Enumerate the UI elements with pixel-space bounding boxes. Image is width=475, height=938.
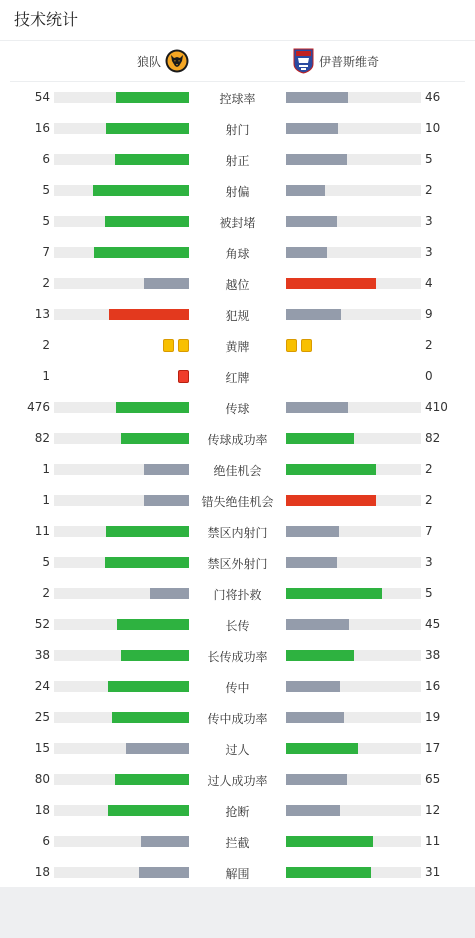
away-value: 3: [425, 214, 433, 228]
stat-label: 射门: [225, 123, 250, 137]
away-bar-fill: [286, 309, 341, 320]
away-value: 5: [425, 152, 433, 166]
home-value: 82: [34, 431, 50, 445]
stat-label: 角球: [225, 247, 250, 261]
stat-row: [0, 733, 475, 764]
teams-header: [0, 41, 475, 81]
away-bar-fill: [286, 743, 358, 754]
home-bar-track: [54, 712, 189, 723]
stat-row: [0, 82, 475, 113]
away-bar-fill: [286, 588, 382, 599]
away-bar-fill: [286, 92, 348, 103]
stat-row: [0, 516, 475, 547]
stat-row: [0, 454, 475, 485]
home-bar-fill: [108, 805, 189, 816]
stat-row: [0, 547, 475, 578]
stat-row: [0, 175, 475, 206]
home-bar-track: [54, 433, 189, 444]
away-value: 45: [425, 617, 441, 631]
stat-label: 传球成功率: [207, 433, 268, 447]
home-value: 16: [34, 121, 50, 135]
away-bar-fill: [286, 836, 373, 847]
stat-row: [0, 795, 475, 826]
home-bar-fill: [121, 433, 189, 444]
home-bar-fill: [144, 495, 189, 506]
home-bar-track: [54, 867, 189, 878]
stat-label: 禁区外射门: [207, 557, 268, 571]
home-value: 52: [34, 617, 50, 631]
away-bar-fill: [286, 526, 339, 537]
away-bar-track: [286, 805, 421, 816]
home-bar-fill: [106, 123, 189, 134]
home-bar-track: [54, 836, 189, 847]
home-value: 5: [42, 555, 50, 569]
away-bar-track: [286, 92, 421, 103]
away-bar-fill: [286, 278, 376, 289]
home-bar-track: [54, 216, 189, 227]
home-value: 5: [42, 183, 50, 197]
wolves-badge-icon: [165, 49, 189, 73]
yellow-card-icon: [178, 339, 189, 352]
stat-label: 传中: [225, 681, 250, 695]
home-bar-fill: [117, 619, 189, 630]
away-bar-track: [286, 123, 421, 134]
away-bar-track: [286, 464, 421, 475]
home-bar-track: [54, 123, 189, 134]
stat-row: [0, 423, 475, 454]
home-bar-track: [54, 495, 189, 506]
away-bar-track: [286, 309, 421, 320]
away-bar-track: [286, 743, 421, 754]
stat-label: 解围: [225, 867, 250, 881]
home-team-name: 狼队: [136, 55, 161, 69]
home-value: 2: [42, 586, 50, 600]
away-value: 46: [425, 90, 441, 104]
away-bar-track: [286, 588, 421, 599]
home-bar-track: [54, 402, 189, 413]
away-bar-fill: [286, 216, 337, 227]
away-bar-fill: [286, 867, 371, 878]
away-bar-fill: [286, 681, 340, 692]
home-bar-track: [54, 92, 189, 103]
home-bar-fill: [116, 92, 189, 103]
away-bar-track: [286, 650, 421, 661]
stat-label: 过人成功率: [207, 774, 268, 788]
home-value: 1: [42, 493, 50, 507]
home-value: 54: [34, 90, 50, 104]
home-bar-track: [54, 743, 189, 754]
home-bar-track: [54, 681, 189, 692]
stat-label: 门将扑救: [213, 588, 262, 602]
stat-label: 长传: [225, 619, 250, 633]
yellow-card-icon: [163, 339, 174, 352]
home-bar-track: [54, 588, 189, 599]
home-bar-track: [54, 247, 189, 258]
home-bar-fill: [115, 154, 189, 165]
away-bar-track: [286, 185, 421, 196]
home-value: 2: [42, 276, 50, 290]
away-bar-track: [286, 278, 421, 289]
home-value: 2: [42, 338, 50, 352]
home-value: 6: [42, 152, 50, 166]
home-bar-fill: [109, 309, 189, 320]
away-bar-fill: [286, 464, 376, 475]
away-value: 2: [425, 493, 433, 507]
home-bar-fill: [106, 526, 189, 537]
stat-row: [0, 330, 475, 361]
stat-row: [0, 764, 475, 795]
home-value: 18: [34, 865, 50, 879]
away-bar-fill: [286, 123, 338, 134]
home-value: 6: [42, 834, 50, 848]
stat-label: 传中成功率: [207, 712, 268, 726]
away-bar-fill: [286, 495, 376, 506]
home-bar-track: [54, 557, 189, 568]
home-value: 15: [34, 741, 50, 755]
away-bar-track: [286, 154, 421, 165]
away-bar-track: [286, 681, 421, 692]
stat-label: 拦截: [225, 836, 250, 850]
away-bar-track: [286, 495, 421, 506]
home-bar-fill: [115, 774, 189, 785]
ipswich-badge-icon: [293, 48, 314, 74]
home-bar-fill: [94, 247, 189, 258]
away-value: 3: [425, 245, 433, 259]
away-bar-track: [286, 247, 421, 258]
home-value: 38: [34, 648, 50, 662]
away-value: 11: [425, 834, 441, 848]
home-value: 13: [34, 307, 50, 321]
home-value: 476: [27, 400, 50, 414]
home-bar-track: [54, 309, 189, 320]
away-bar-track: [286, 526, 421, 537]
away-bar-fill: [286, 619, 349, 630]
away-value: 31: [425, 865, 441, 879]
home-bar-fill: [141, 836, 189, 847]
stat-row: [0, 299, 475, 330]
away-cards: [286, 339, 312, 352]
home-bar-fill: [144, 278, 189, 289]
away-value: 4: [425, 276, 433, 290]
home-bar-track: [54, 650, 189, 661]
stat-label: 越位: [225, 278, 250, 292]
stat-label: 禁区内射门: [207, 526, 268, 540]
away-value: 0: [425, 369, 433, 383]
away-value: 65: [425, 772, 441, 786]
away-value: 5: [425, 586, 433, 600]
stat-row: [0, 392, 475, 423]
away-value: 19: [425, 710, 441, 724]
home-cards: [178, 370, 189, 383]
stat-label: 抢断: [225, 805, 250, 819]
home-bar-fill: [150, 588, 189, 599]
away-bar-fill: [286, 185, 325, 196]
away-bar-fill: [286, 247, 327, 258]
yellow-card-icon: [301, 339, 312, 352]
stat-row: [0, 237, 475, 268]
stat-label: 射正: [225, 154, 250, 168]
stat-label: 被封堵: [219, 216, 256, 230]
away-bar-track: [286, 216, 421, 227]
home-bar-track: [54, 278, 189, 289]
stat-label: 红牌: [225, 371, 250, 385]
stat-row: [0, 361, 475, 392]
home-bar-track: [54, 464, 189, 475]
stat-row: [0, 206, 475, 237]
home-bar-fill: [112, 712, 189, 723]
stat-label: 控球率: [219, 92, 256, 106]
red-card-icon: [178, 370, 189, 383]
stat-row: [0, 826, 475, 857]
home-bar-fill: [105, 216, 189, 227]
away-value: 2: [425, 183, 433, 197]
home-bar-fill: [144, 464, 189, 475]
away-bar-fill: [286, 712, 344, 723]
home-value: 24: [34, 679, 50, 693]
home-bar-track: [54, 185, 189, 196]
home-bar-track: [54, 774, 189, 785]
away-value: 10: [425, 121, 441, 135]
away-value: 7: [425, 524, 433, 538]
home-bar-fill: [121, 650, 189, 661]
away-bar-track: [286, 774, 421, 785]
home-value: 7: [42, 245, 50, 259]
stat-row: [0, 578, 475, 609]
stat-label: 长传成功率: [207, 650, 268, 664]
away-bar-fill: [286, 774, 347, 785]
home-bar-fill: [105, 557, 189, 568]
stat-label: 错失绝佳机会: [201, 495, 274, 509]
stat-label: 射偏: [225, 185, 250, 199]
away-bar-track: [286, 619, 421, 630]
stat-label: 传球: [225, 402, 250, 416]
home-bar-fill: [116, 402, 189, 413]
away-bar-fill: [286, 557, 337, 568]
stat-label: 绝佳机会: [213, 464, 262, 478]
away-bar-track: [286, 836, 421, 847]
home-cards: [163, 339, 189, 352]
away-value: 9: [425, 307, 433, 321]
away-bar-fill: [286, 650, 354, 661]
home-bar-fill: [93, 185, 189, 196]
stat-label: 黄牌: [225, 340, 250, 354]
home-value: 11: [34, 524, 50, 538]
away-bar-track: [286, 557, 421, 568]
home-value: 80: [34, 772, 50, 786]
stat-row: [0, 144, 475, 175]
stat-row: [0, 268, 475, 299]
away-value: 16: [425, 679, 441, 693]
away-value: 2: [425, 462, 433, 476]
away-bar-fill: [286, 433, 354, 444]
yellow-card-icon: [286, 339, 297, 352]
stat-row: [0, 671, 475, 702]
away-bar-fill: [286, 402, 348, 413]
stats-list: [0, 82, 475, 888]
away-value: 12: [425, 803, 441, 817]
away-value: 2: [425, 338, 433, 352]
home-bar-fill: [108, 681, 189, 692]
away-bar-track: [286, 867, 421, 878]
home-bar-fill: [126, 743, 189, 754]
stat-label: 犯规: [225, 309, 250, 323]
home-value: 1: [42, 462, 50, 476]
home-value: 1: [42, 369, 50, 383]
stat-row: [0, 857, 475, 888]
home-bar-fill: [139, 867, 189, 878]
away-bar-fill: [286, 805, 340, 816]
away-value: 3: [425, 555, 433, 569]
home-bar-track: [54, 526, 189, 537]
stat-row: [0, 485, 475, 516]
away-value: 38: [425, 648, 441, 662]
home-value: 5: [42, 214, 50, 228]
away-value: 82: [425, 431, 441, 445]
home-bar-track: [54, 805, 189, 816]
home-value: 25: [34, 710, 50, 724]
away-bar-track: [286, 402, 421, 413]
home-value: 18: [34, 803, 50, 817]
stat-row: [0, 640, 475, 671]
stat-row: [0, 609, 475, 640]
away-value: 17: [425, 741, 441, 755]
stat-row: [0, 702, 475, 733]
home-bar-track: [54, 619, 189, 630]
away-team-name: 伊普斯维奇: [319, 55, 380, 69]
stat-label: 过人: [225, 743, 250, 757]
away-bar-track: [286, 433, 421, 444]
away-bar-fill: [286, 154, 347, 165]
section-title: 技术统计: [14, 10, 79, 29]
home-bar-track: [54, 154, 189, 165]
away-bar-track: [286, 712, 421, 723]
away-value: 410: [425, 400, 448, 414]
stat-row: [0, 113, 475, 144]
